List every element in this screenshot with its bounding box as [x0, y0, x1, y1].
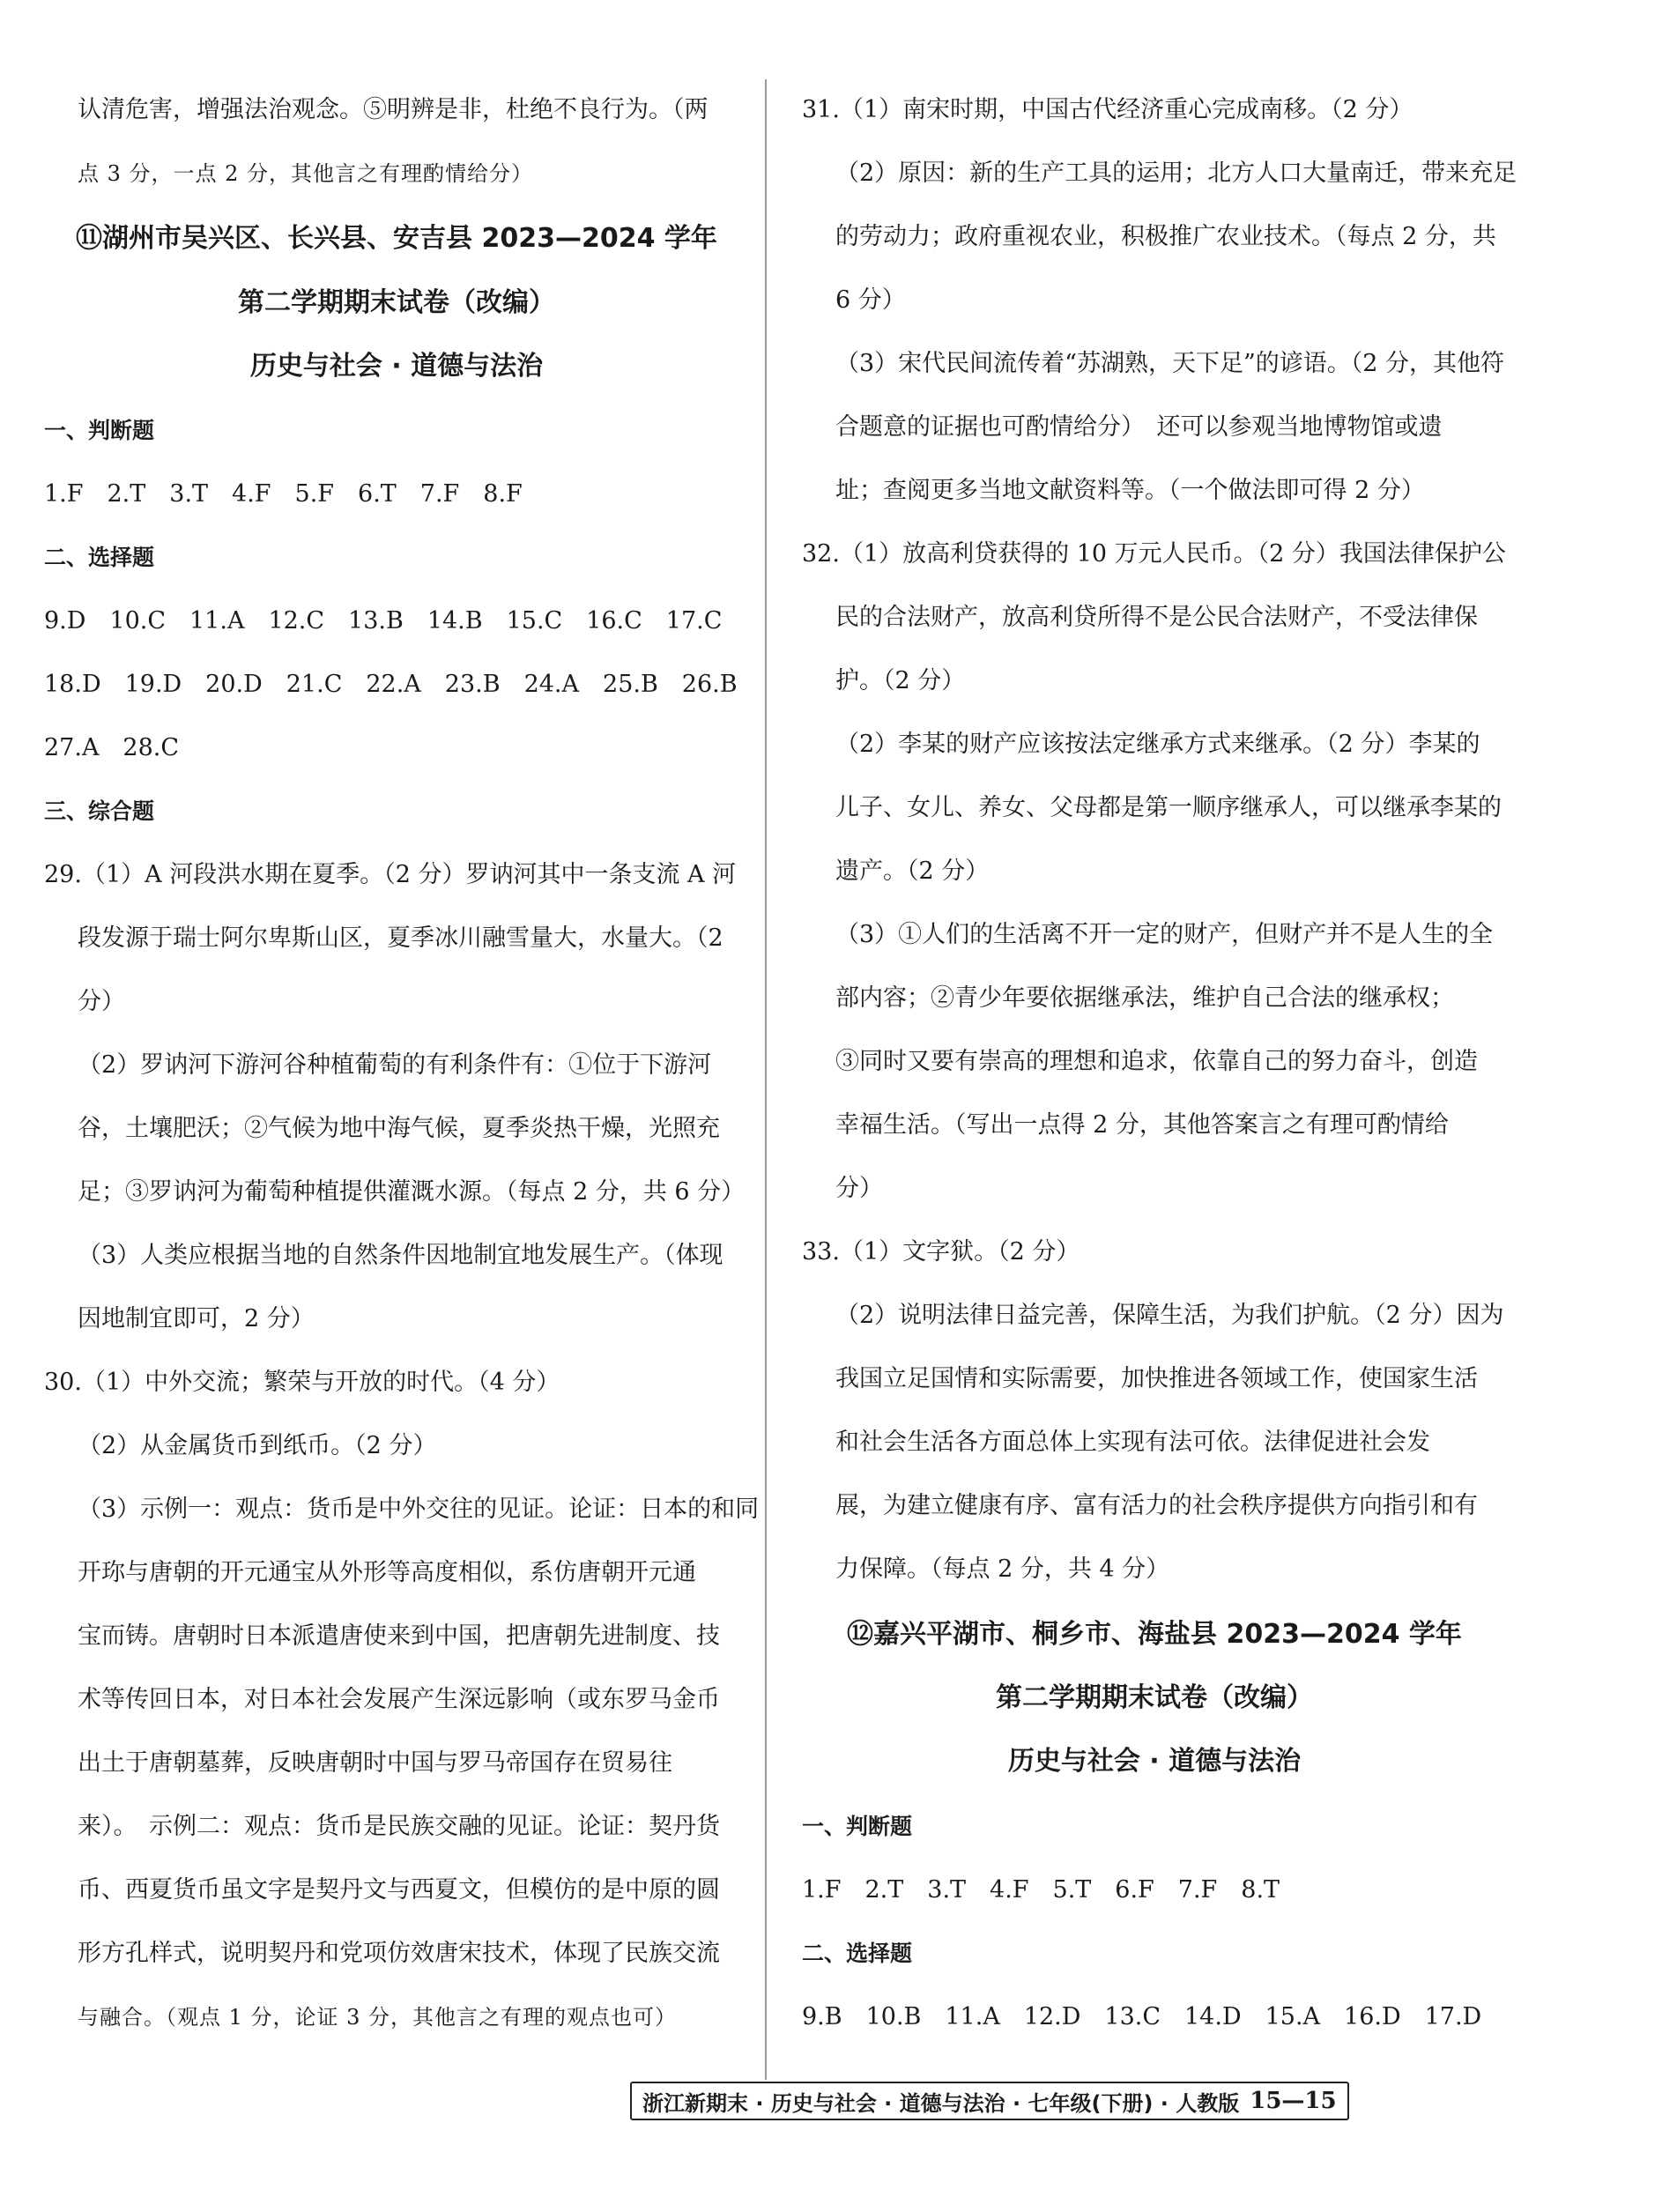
answer-row: 1.F 2.T 3.T 4.F 5.F 6.T 7.F 8.F: [44, 480, 523, 508]
q33-line: 我国立足国情和实际需要，加快推进各领域工作，使国家生活: [835, 1365, 1478, 1392]
q30-line: 与融合。（观点 1 分，论证 3 分，其他言之有理的观点也可）: [78, 2005, 678, 2030]
q31-line: 址；查阅更多当地文献资料等。（一个做法即可得 2 分）: [835, 477, 1425, 504]
q32-line: 部内容；②青少年要依据继承法，维护自己合法的继承权；: [835, 984, 1454, 1012]
q32-line: 儿子、女儿、养女、父母都是第一顺序继承人，可以继承李某的: [835, 794, 1502, 821]
q33-line: 33.（1）文字狱。（2 分）: [802, 1238, 1080, 1266]
q30-line: 来）。 示例二：观点：货币是民族交融的见证。论证：契丹货: [78, 1813, 720, 1840]
exam-title: ⑫嘉兴平湖市、桐乡市、海盐县 2023—2024 学年: [847, 1619, 1462, 1650]
q31-line: 31.（1）南宋时期，中国古代经济重心完成南移。（2 分）: [802, 96, 1413, 123]
q32-line: 民的合法财产，放高利贷所得不是公民合法财产，不受法律保: [835, 604, 1478, 631]
q30-line: 出土于唐朝墓葬，反映唐朝时中国与罗马帝国存在贸易往: [78, 1749, 672, 1777]
exam-subtitle: 第二学期期末试卷（改编）: [238, 287, 555, 318]
q30-line: 开珎与唐朝的开元通宝从外形等高度相似，系仿唐朝开元通: [78, 1559, 696, 1586]
answer-row: 9.B 10.B 11.A 12.D 13.C 14.D 15.A 16.D 17.D: [802, 2003, 1482, 2030]
footer-label: 浙江新期末 · 历史与社会 · 道德与法治 · 七年级(下册) · 人教版: [642, 2090, 1240, 2116]
q32-line: ③同时又要有崇高的理想和追求，依靠自己的努力奋斗，创造: [835, 1048, 1478, 1075]
exam-subject: 历史与社会 · 道德与法治: [1007, 1746, 1302, 1777]
q32-line: 护。（2 分）: [835, 667, 966, 694]
exam-subject: 历史与社会 · 道德与法治: [249, 351, 544, 382]
q32-line: 幸福生活。（写出一点得 2 分，其他答案言之有理可酌情给: [835, 1111, 1449, 1139]
q33-line: （2）说明法律日益完善，保障生活，为我们护航。（2 分）因为: [835, 1302, 1504, 1329]
q30-line: 宝而铸。唐朝时日本派遣唐使来到中国，把唐朝先进制度、技: [78, 1622, 720, 1650]
section-heading: 三、综合题: [44, 798, 155, 824]
q33-line: 和社会生活各方面总体上实现有法可依。法律促进社会发: [835, 1429, 1430, 1456]
q32-line: （3）①人们的生活离不开一定的财产，但财产并不是人生的全: [835, 921, 1494, 948]
page-footer: [630, 2082, 1349, 2120]
q32-line: 32.（1）放高利贷获得的 10 万元人民币。（2 分）我国法律保护公: [802, 540, 1506, 568]
q30-line: 30.（1）中外交流；繁荣与开放的时代。（4 分）: [44, 1369, 560, 1396]
q29-line: 因地制宜即可，2 分）: [78, 1305, 315, 1332]
q29-line: 分）: [78, 988, 125, 1015]
page-number: 15—15: [1250, 2088, 1337, 2114]
section-heading: 一、判断题: [802, 1814, 913, 1839]
q30-line: 术等传回日本，对日本社会发展产生深远影响（或东罗马金币: [78, 1686, 720, 1713]
q29-line: 足；③罗讷河为葡萄种植提供灌溉水源。（每点 2 分，共 6 分）: [78, 1178, 746, 1206]
q29-line: 段发源于瑞士阿尔卑斯山区，夏季冰川融雪量大，水量大。（2: [78, 924, 723, 952]
answer-row: 27.A 28.C: [44, 734, 180, 761]
q31-line: 合题意的证据也可酌情给分） 还可以参观当地博物馆或遗: [835, 413, 1443, 441]
q33-line: 展，为建立健康有序、富有活力的社会秩序提供方向指引和有: [835, 1492, 1478, 1519]
q30-line: 币、西夏货币虽文字是契丹文与西夏文，但模仿的是中原的圆: [78, 1876, 720, 1904]
text-line: 认清危害，增强法治观念。⑤明辨是非，杜绝不良行为。（两: [78, 96, 709, 123]
q29-line: 29.（1）A 河段洪水期在夏季。（2 分）罗讷河其中一条支流 A 河: [44, 861, 737, 888]
section-heading: 二、选择题: [802, 1941, 913, 1966]
q31-line: （2）原因：新的生产工具的运用；北方人口大量南迁，带来充足: [835, 160, 1517, 187]
q29-line: 谷，土壤肥沃；②气候为地中海气候，夏季炎热干燥，光照充: [78, 1115, 720, 1142]
answer-row: 18.D 19.D 20.D 21.C 22.A 23.B 24.A 25.B 26.B: [44, 671, 738, 698]
answer-row: 1.F 2.T 3.T 4.F 5.T 6.F 7.F 8.T: [802, 1876, 1280, 1904]
exam-title: ⑪湖州市吴兴区、长兴县、安吉县 2023—2024 学年: [76, 223, 717, 254]
q31-line: 6 分）: [835, 286, 906, 314]
answer-row: 9.D 10.C 11.A 12.C 13.B 14.B 15.C 16.C 17.C: [44, 607, 723, 635]
section-heading: 二、选择题: [44, 545, 155, 570]
section-heading: 一、判断题: [44, 418, 155, 443]
q30-line: （2）从金属货币到纸币。（2 分）: [78, 1432, 437, 1459]
exam-subtitle: 第二学期期末试卷（改编）: [996, 1682, 1313, 1713]
q29-line: （2）罗讷河下游河谷种植葡萄的有利条件有：①位于下游河: [78, 1051, 712, 1079]
column-divider: [765, 79, 767, 2080]
q31-line: 的劳动力；政府重视农业，积极推广农业技术。（每点 2 分，共: [835, 223, 1496, 250]
q32-line: 遗产。（2 分）: [835, 857, 990, 885]
q32-line: （2）李某的财产应该按法定继承方式来继承。（2 分）李某的: [835, 731, 1480, 758]
q33-line: 力保障。（每点 2 分，共 4 分）: [835, 1555, 1170, 1583]
q31-line: （3）宋代民间流传着“苏湖熟，天下足”的谚语。（2 分，其他符: [835, 350, 1505, 377]
text-line: 点 3 分，一点 2 分，其他言之有理酌情给分）: [78, 161, 534, 186]
q30-line: 形方孔样式，说明契丹和党项仿效唐宋技术，体现了民族交流: [78, 1940, 720, 1967]
q32-line: 分）: [835, 1175, 883, 1202]
q30-line: （3）示例一：观点：货币是中外交往的见证。论证：日本的和同: [78, 1496, 760, 1523]
q29-line: （3）人类应根据当地的自然条件因地制宜地发展生产。（体现: [78, 1242, 723, 1269]
